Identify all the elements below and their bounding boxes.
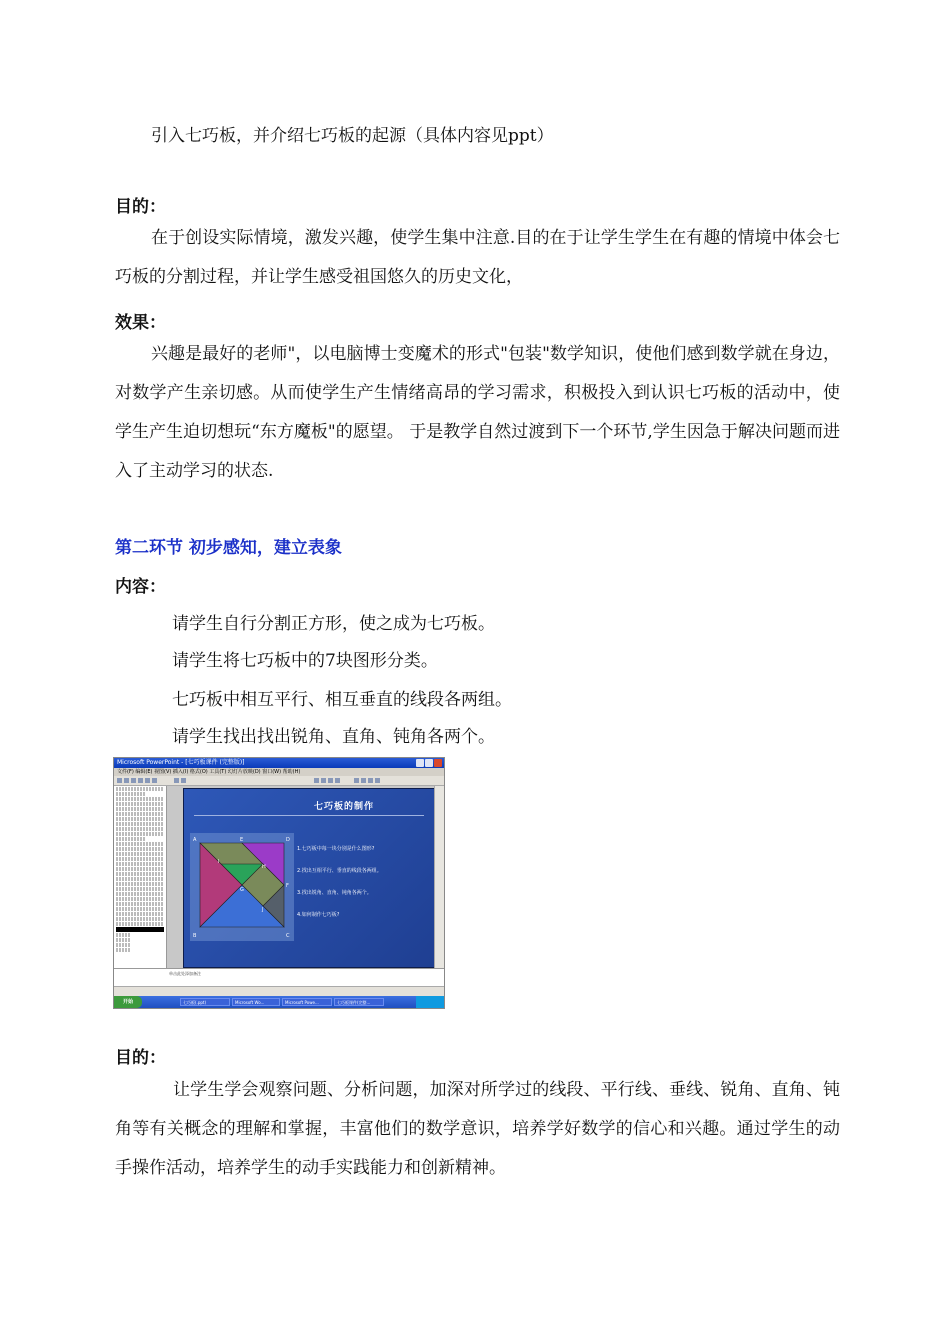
slide-title: 七巧板的制作	[314, 802, 375, 812]
menu-bar[interactable]: 文件(F) 编辑(E) 视图(V) 插入(I) 格式(O) 工具(T) 幻灯片放映(D) 窗口(W) 帮助(H)	[117, 769, 301, 775]
vertex-label: D	[286, 837, 290, 843]
vertex-label: H	[262, 864, 266, 870]
vertex-label: J	[262, 907, 264, 913]
notes-pane[interactable]: 单击此处添加备注	[114, 968, 444, 986]
purpose2-paragraph: 让学生学会观察问题、分析问题，加深对所学过的线段、平行线、垂线、锐角、直角、钝角等有关概念的理解和掌握，丰富他们的数学意识，培养学好数学的信心和兴趣。通过学生的动手操作活动，培养学生的动手实践能力和创新精神。	[115, 1080, 840, 1178]
window-title: Microsoft PowerPoint - [七巧板课件 (完整版)]	[117, 759, 245, 766]
effect-paragraph: 兴趣是最好的老师"，以电脑博士变魔术的形式"包装"数学知识，使他们感到数学就在身边，对数学产生亲切感。从而使学生产生情绪高昂的学习需求，积极投入到认识七巧板的活动中，使学生产生迫切想玩“东方魔板"的愿望。 于是教学自然过渡到下一个环节,学生因急于解决问题而进入了主动学习的状态.	[115, 344, 840, 481]
minimize-icon[interactable]	[416, 759, 424, 767]
section-title: 第二环节 初步感知，建立表象	[115, 538, 342, 558]
system-tray	[416, 996, 444, 1008]
content-heading: 内容：	[115, 577, 166, 597]
selected-slide-item[interactable]	[116, 927, 164, 932]
slide-question: 3.找出锐角、直角、钝角各两个。	[297, 890, 372, 896]
purpose-heading: 目的：	[115, 197, 166, 217]
slide-question: 1.七巧板中每一块分别是什么图形?	[297, 846, 375, 852]
taskbar-item[interactable]: Microsoft Wo...	[232, 998, 280, 1006]
vertex-label: E	[240, 837, 244, 843]
purpose-paragraph: 在于创设实际情境，激发兴趣，使学生集中注意.目的在于让学生学生在有趣的情境中体会七巧板的分割过程，并让学生感受祖国悠久的历史文化，	[115, 228, 840, 287]
close-icon[interactable]	[434, 759, 442, 767]
tangram-figure	[190, 833, 294, 941]
vertex-label: F	[286, 883, 289, 889]
taskbar-item[interactable]: 七巧板(.ppt)	[180, 998, 230, 1006]
purpose2-heading: 目的：	[115, 1048, 166, 1068]
start-button[interactable]: 开始	[114, 996, 142, 1008]
powerpoint-screenshot	[113, 757, 445, 1009]
taskbar	[114, 996, 444, 1008]
slide[interactable]	[183, 788, 435, 968]
content-item: 请学生找出找出锐角、直角、钝角各两个。	[172, 727, 495, 747]
content-item: 请学生将七巧板中的7块图形分类。	[172, 651, 438, 671]
vertex-label: C	[286, 933, 290, 939]
outline-pane[interactable]	[114, 786, 167, 968]
effect-heading: 效果：	[115, 313, 166, 333]
maximize-icon[interactable]	[425, 759, 433, 767]
vertex-label: A	[193, 837, 197, 843]
vertex-label: B	[193, 933, 197, 939]
toolbar[interactable]	[114, 776, 444, 786]
content-item: 请学生自行分割正方形，使之成为七巧板。	[172, 614, 495, 634]
vertex-label: I	[218, 859, 220, 865]
taskbar-item[interactable]: Microsoft Powe...	[282, 998, 332, 1006]
vertical-scrollbar[interactable]	[434, 786, 444, 968]
window-titlebar	[114, 758, 444, 768]
content-item: 七巧板中相互平行、相互垂直的线段各两组。	[172, 690, 512, 710]
slide-area	[167, 786, 434, 968]
slide-divider	[194, 815, 424, 816]
taskbar-item[interactable]: 七巧板课件(完整...	[334, 998, 384, 1006]
intro-paragraph: 引入七巧板，并介绍七巧板的起源（具体内容见ppt）	[151, 126, 554, 146]
slide-question: 4.如何制作七巧板?	[297, 912, 340, 918]
vertex-label: G	[240, 887, 244, 893]
slide-question: 2.找出互相平行、垂直的线段各两组。	[297, 868, 382, 874]
